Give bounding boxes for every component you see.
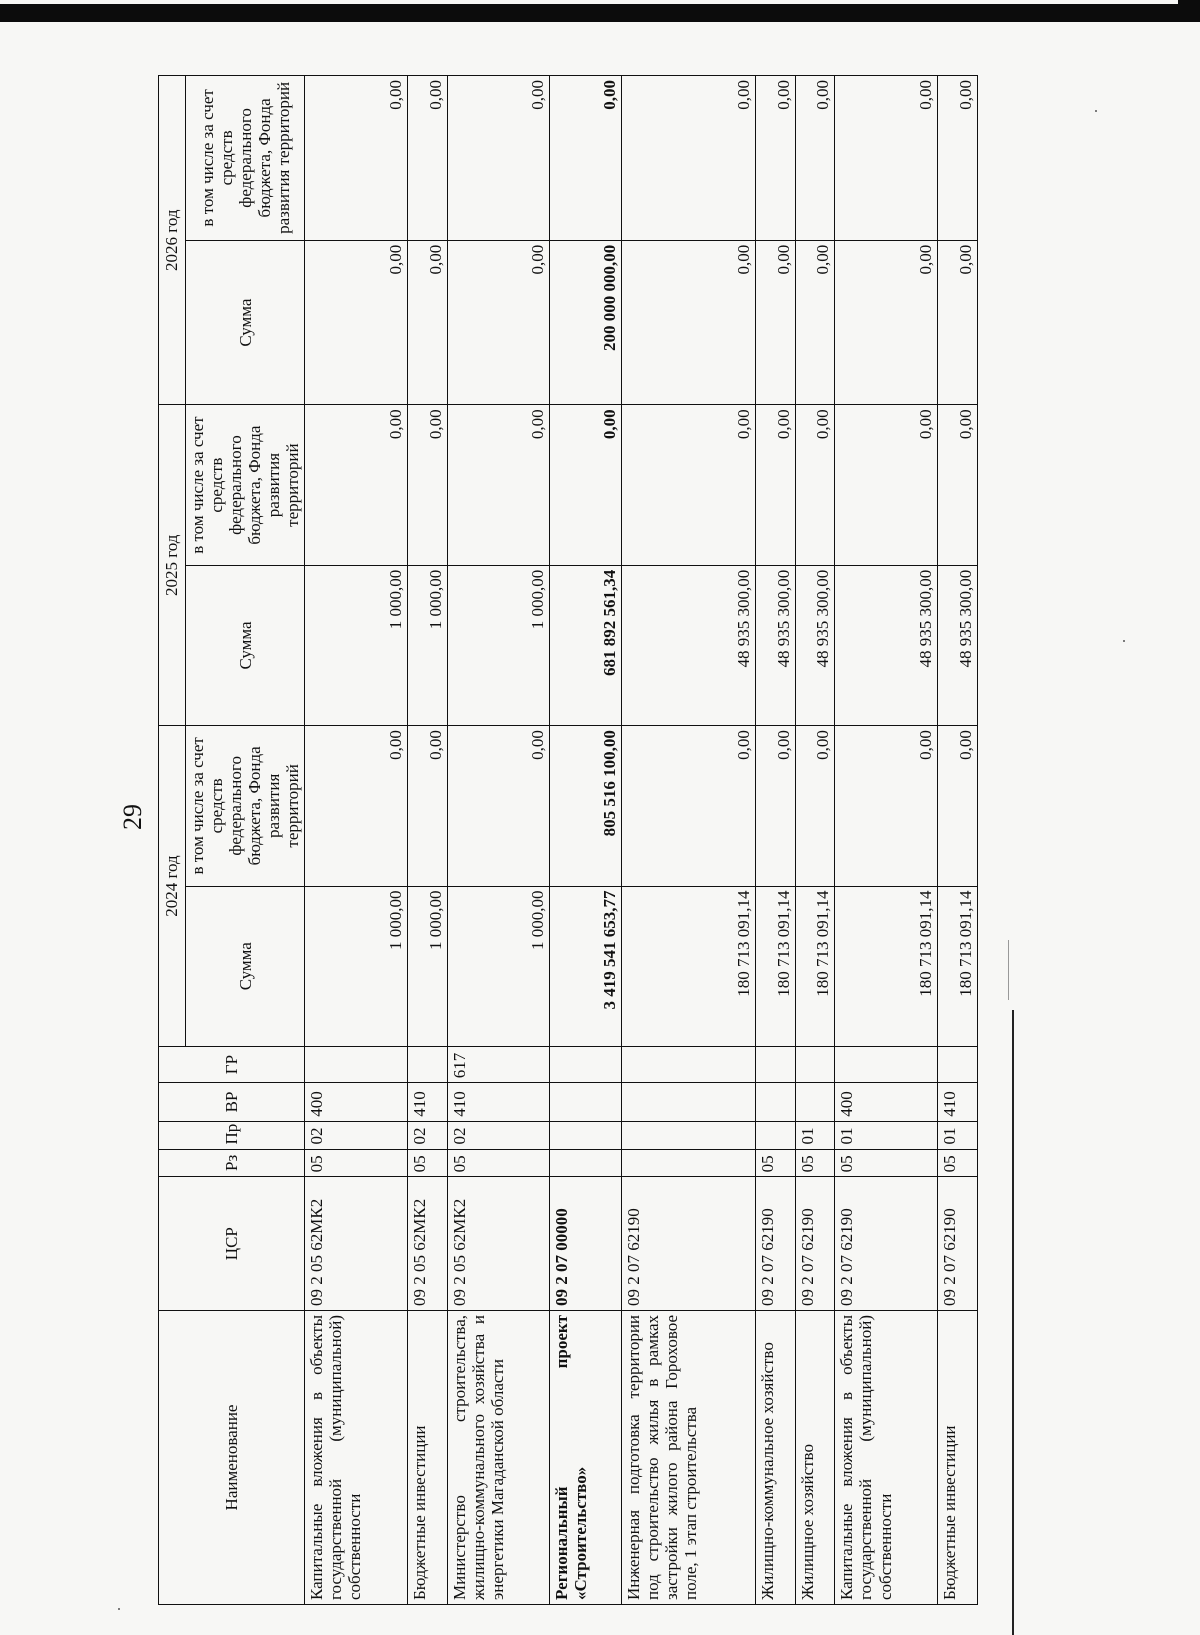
cell-name: Региональный проект «Строительство» bbox=[550, 1310, 621, 1604]
scan-corner-shadow bbox=[1178, 0, 1200, 22]
table-row bbox=[447, 76, 550, 1605]
cell-rz: 05 bbox=[447, 1149, 550, 1177]
cell-federal-2026: 0,00 bbox=[550, 76, 621, 241]
cell-vr bbox=[755, 1083, 795, 1121]
header-sum-2024: Сумма bbox=[186, 886, 305, 1046]
cell-federal-2026: 0,00 bbox=[621, 76, 755, 241]
cell-sum-2026: 200 000 000,00 bbox=[550, 240, 621, 405]
cell-rz: 05 bbox=[755, 1149, 795, 1177]
cell-federal-2025: 0,00 bbox=[755, 405, 795, 565]
cell-pr: 02 bbox=[447, 1121, 550, 1149]
cell-vr bbox=[795, 1083, 835, 1121]
cell-csr: 09 2 05 62МК2 bbox=[447, 1177, 550, 1311]
header-csr: ЦСР bbox=[159, 1177, 305, 1311]
table-row bbox=[795, 76, 835, 1605]
cell-sum-2024: 1 000,00 bbox=[407, 886, 447, 1046]
scan-edge-line bbox=[1012, 1010, 1014, 1635]
cell-csr: 09 2 07 62190 bbox=[835, 1177, 938, 1311]
scan-edge-mark bbox=[1008, 940, 1009, 1000]
cell-name: Капитальные вложения в объекты государственной (муниципальной) собственности bbox=[305, 1310, 408, 1604]
header-pr: Пр bbox=[159, 1121, 305, 1149]
cell-name: Инженерная подготовка территории под строительство жилья в рамках застройки жилого района Гороховое поле, 1 этап строительства bbox=[621, 1310, 755, 1604]
cell-sum-2025: 1 000,00 bbox=[447, 565, 550, 725]
cell-csr: 09 2 07 62190 bbox=[795, 1177, 835, 1311]
header-federal-2026: в том числе за счет средств федерального бюджета, Фонда развития территорий bbox=[186, 76, 305, 241]
cell-pr bbox=[550, 1121, 621, 1149]
cell-pr: 01 bbox=[835, 1121, 938, 1149]
cell-rz: 05 bbox=[835, 1149, 938, 1177]
cell-federal-2025: 0,00 bbox=[550, 405, 621, 565]
cell-federal-2025: 0,00 bbox=[407, 405, 447, 565]
header-federal-2024: в том числе за счет средств федерального бюджета, Фонда развития территорий bbox=[186, 726, 305, 886]
table-row bbox=[305, 76, 408, 1605]
cell-federal-2024: 0,00 bbox=[795, 726, 835, 886]
table-row bbox=[835, 76, 938, 1605]
header-year-2025: 2025 год bbox=[159, 405, 186, 726]
header-gr: ГР bbox=[159, 1046, 305, 1082]
table-row bbox=[938, 76, 978, 1605]
cell-federal-2024: 0,00 bbox=[835, 726, 938, 886]
cell-pr bbox=[621, 1121, 755, 1149]
cell-sum-2025: 48 935 300,00 bbox=[938, 565, 978, 725]
header-year-2026: 2026 год bbox=[159, 76, 186, 405]
cell-federal-2024: 0,00 bbox=[621, 726, 755, 886]
header-rz: Рз bbox=[159, 1149, 305, 1177]
cell-vr: 400 bbox=[305, 1083, 408, 1121]
cell-vr bbox=[621, 1083, 755, 1121]
cell-sum-2024: 1 000,00 bbox=[305, 886, 408, 1046]
cell-csr: 09 2 07 62190 bbox=[621, 1177, 755, 1311]
page-number: 29 bbox=[118, 804, 147, 830]
cell-vr: 410 bbox=[407, 1083, 447, 1121]
cell-sum-2024: 180 713 091,14 bbox=[621, 886, 755, 1046]
cell-federal-2026: 0,00 bbox=[835, 76, 938, 241]
cell-sum-2025: 1 000,00 bbox=[407, 565, 447, 725]
cell-federal-2025: 0,00 bbox=[447, 405, 550, 565]
cell-name: Жилищно-коммунальное хозяйство bbox=[755, 1310, 795, 1604]
cell-sum-2025: 681 892 561,34 bbox=[550, 565, 621, 725]
cell-federal-2024: 0,00 bbox=[447, 726, 550, 886]
cell-sum-2024: 180 713 091,14 bbox=[835, 886, 938, 1046]
cell-sum-2026: 0,00 bbox=[447, 240, 550, 405]
cell-sum-2024: 180 713 091,14 bbox=[755, 886, 795, 1046]
cell-sum-2025: 48 935 300,00 bbox=[755, 565, 795, 725]
cell-gr bbox=[795, 1046, 835, 1082]
cell-federal-2026: 0,00 bbox=[407, 76, 447, 241]
cell-federal-2025: 0,00 bbox=[305, 405, 408, 565]
cell-name: Бюджетные инвестиции bbox=[407, 1310, 447, 1604]
cell-sum-2026: 0,00 bbox=[795, 240, 835, 405]
cell-vr: 410 bbox=[938, 1083, 978, 1121]
cell-vr: 400 bbox=[835, 1083, 938, 1121]
cell-federal-2025: 0,00 bbox=[795, 405, 835, 565]
cell-gr bbox=[621, 1046, 755, 1082]
table-row bbox=[621, 76, 755, 1605]
cell-rz: 05 bbox=[938, 1149, 978, 1177]
cell-name: Жилищное хозяйство bbox=[795, 1310, 835, 1604]
cell-rz: 05 bbox=[795, 1149, 835, 1177]
cell-federal-2026: 0,00 bbox=[938, 76, 978, 241]
cell-federal-2026: 0,00 bbox=[795, 76, 835, 241]
cell-name: Бюджетные инвестиции bbox=[938, 1310, 978, 1604]
cell-gr bbox=[835, 1046, 938, 1082]
cell-sum-2024: 180 713 091,14 bbox=[795, 886, 835, 1046]
cell-federal-2024: 0,00 bbox=[755, 726, 795, 886]
cell-rz bbox=[550, 1149, 621, 1177]
cell-sum-2024: 180 713 091,14 bbox=[938, 886, 978, 1046]
cell-name: Капитальные вложения в объекты государственной (муниципальной) собственности bbox=[835, 1310, 938, 1604]
cell-csr: 09 2 07 62190 bbox=[938, 1177, 978, 1311]
scan-top-border bbox=[0, 4, 1200, 22]
header-federal-2025: в том числе за счет средств федерального бюджета, Фонда развития территорий bbox=[186, 405, 305, 565]
cell-gr bbox=[755, 1046, 795, 1082]
cell-federal-2024: 0,00 bbox=[938, 726, 978, 886]
cell-sum-2026: 0,00 bbox=[621, 240, 755, 405]
cell-rz: 05 bbox=[305, 1149, 408, 1177]
header-row-years bbox=[159, 76, 186, 1605]
cell-federal-2026: 0,00 bbox=[305, 76, 408, 241]
cell-vr bbox=[550, 1083, 621, 1121]
scan-speck bbox=[118, 1608, 120, 1610]
cell-sum-2026: 0,00 bbox=[407, 240, 447, 405]
cell-federal-2025: 0,00 bbox=[938, 405, 978, 565]
cell-sum-2026: 0,00 bbox=[755, 240, 795, 405]
cell-sum-2025: 48 935 300,00 bbox=[835, 565, 938, 725]
cell-gr bbox=[305, 1046, 408, 1082]
cell-csr: 09 2 07 00000 bbox=[550, 1177, 621, 1311]
budget-table bbox=[158, 75, 978, 1605]
cell-gr bbox=[938, 1046, 978, 1082]
cell-csr: 09 2 07 62190 bbox=[755, 1177, 795, 1311]
cell-sum-2026: 0,00 bbox=[835, 240, 938, 405]
cell-pr: 02 bbox=[407, 1121, 447, 1149]
cell-rz bbox=[621, 1149, 755, 1177]
cell-sum-2025: 1 000,00 bbox=[305, 565, 408, 725]
cell-pr: 01 bbox=[938, 1121, 978, 1149]
scan-speck bbox=[1095, 110, 1097, 112]
cell-federal-2024: 805 516 100,00 bbox=[550, 726, 621, 886]
cell-rz: 05 bbox=[407, 1149, 447, 1177]
cell-federal-2025: 0,00 bbox=[835, 405, 938, 565]
table-body bbox=[305, 76, 978, 1605]
cell-sum-2025: 48 935 300,00 bbox=[621, 565, 755, 725]
cell-csr: 09 2 05 62МК2 bbox=[305, 1177, 408, 1311]
cell-name: Министерство строительства, жилищно-коммунального хозяйства и энергетики Магаданской области bbox=[447, 1310, 550, 1604]
cell-federal-2024: 0,00 bbox=[407, 726, 447, 886]
budget-table-wrapper bbox=[158, 75, 978, 1605]
table-row bbox=[407, 76, 447, 1605]
cell-sum-2024: 1 000,00 bbox=[447, 886, 550, 1046]
table-row bbox=[550, 76, 621, 1605]
cell-federal-2026: 0,00 bbox=[447, 76, 550, 241]
cell-federal-2025: 0,00 bbox=[621, 405, 755, 565]
cell-sum-2026: 0,00 bbox=[938, 240, 978, 405]
header-vr: ВР bbox=[159, 1083, 305, 1121]
header-year-2024: 2024 год bbox=[159, 726, 186, 1047]
scan-speck bbox=[1123, 640, 1125, 642]
cell-gr bbox=[550, 1046, 621, 1082]
header-name: Наименование bbox=[159, 1310, 305, 1604]
cell-sum-2026: 0,00 bbox=[305, 240, 408, 405]
header-sum-2026: Сумма bbox=[186, 240, 305, 405]
cell-pr bbox=[755, 1121, 795, 1149]
cell-gr bbox=[407, 1046, 447, 1082]
cell-vr: 410 bbox=[447, 1083, 550, 1121]
header-sum-2025: Сумма bbox=[186, 565, 305, 725]
cell-sum-2025: 48 935 300,00 bbox=[795, 565, 835, 725]
table-row bbox=[755, 76, 795, 1605]
cell-pr: 02 bbox=[305, 1121, 408, 1149]
cell-csr: 09 2 05 62МК2 bbox=[407, 1177, 447, 1311]
cell-federal-2024: 0,00 bbox=[305, 726, 408, 886]
cell-sum-2024: 3 419 541 653,77 bbox=[550, 886, 621, 1046]
cell-pr: 01 bbox=[795, 1121, 835, 1149]
cell-federal-2026: 0,00 bbox=[755, 76, 795, 241]
cell-gr: 617 bbox=[447, 1046, 550, 1082]
